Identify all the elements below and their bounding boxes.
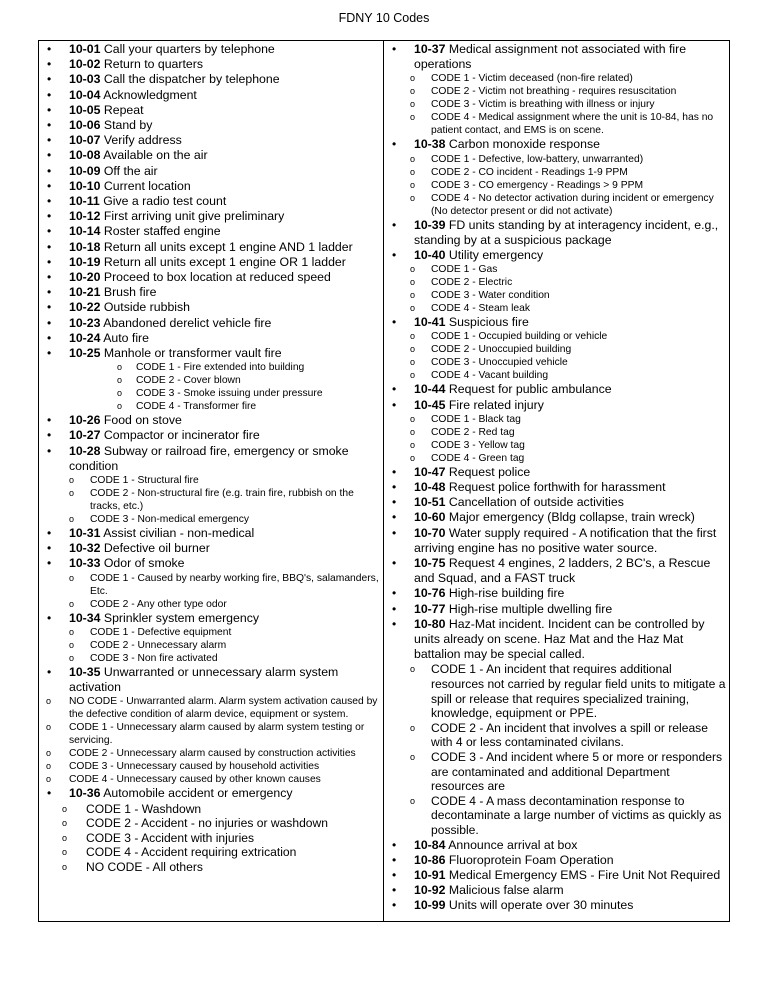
code-number: 10-77 xyxy=(414,601,446,616)
code-item xyxy=(388,853,726,868)
code-number: 10-48 xyxy=(414,480,446,495)
sub-code-item: o CODE 2 - Unnecessary alarm xyxy=(43,639,379,652)
code-description: Compactor or incinerator fire xyxy=(100,428,260,443)
code-item xyxy=(388,868,726,883)
code-description: Verify address xyxy=(100,133,182,148)
code-number: 10-45 xyxy=(414,397,446,412)
code-description: Proceed to box location at reduced speed xyxy=(100,270,331,285)
sub-code-item: o CODE 3 - Non-medical emergency xyxy=(43,513,379,526)
code-item xyxy=(43,133,379,148)
code-description: Utility emergency xyxy=(445,248,544,263)
code-number: 10-34 xyxy=(69,610,101,625)
sub-code-item: o CODE 3 - Smoke issuing under pressure xyxy=(43,387,379,400)
code-description: Haz-Mat incident. Incident can be controlled by units already on scene. Haz Mat and the Haz Mat battalion may be special called. xyxy=(414,616,705,662)
sub-code-item: o CODE 3 - Unnecessary caused by household activities xyxy=(43,760,379,773)
sub-code-item: o CODE 3 - Victim is breathing with illness or injury xyxy=(388,98,726,111)
code-item xyxy=(43,72,379,87)
sub-code-item: o CODE 4 - Unnecessary caused by other known causes xyxy=(43,773,379,786)
code-description: Return to quarters xyxy=(100,57,203,72)
code-number: 10-03 xyxy=(69,72,101,87)
sub-code-item: o CODE 2 - Accident - no injuries or washdown xyxy=(43,816,379,831)
page-title: FDNY 10 Codes xyxy=(338,11,430,25)
code-item xyxy=(388,315,726,330)
code-description: Sprinkler system emergency xyxy=(100,610,259,625)
code-description: Units will operate over 30 minutes xyxy=(445,898,634,913)
sub-code-item: o CODE 3 - Accident with injuries xyxy=(43,831,379,846)
code-item xyxy=(43,270,379,285)
sub-code-item: o CODE 2 - Any other type odor xyxy=(43,598,379,611)
code-number: 10-26 xyxy=(69,413,101,428)
code-number: 10-07 xyxy=(69,133,101,148)
code-description: Current location xyxy=(100,178,191,193)
code-description: Return all units except 1 engine AND 1 ladder xyxy=(100,239,353,254)
code-number: 10-27 xyxy=(69,428,101,443)
sub-code-item: o NO CODE - All others xyxy=(43,860,379,875)
code-item xyxy=(43,300,379,315)
code-item xyxy=(43,103,379,118)
sub-code-item: o CODE 2 - An incident that involves a spill or release with 4 or less contaminated civilans. xyxy=(388,721,726,750)
code-item xyxy=(388,398,726,413)
sub-code-item: o CODE 1 - Black tag xyxy=(388,413,726,426)
code-description: Cancellation of outside activities xyxy=(445,495,624,510)
code-number: 10-37 xyxy=(414,42,446,56)
codes-table xyxy=(38,40,730,922)
code-description: Major emergency (Bldg collapse, train wreck) xyxy=(445,510,695,525)
code-item xyxy=(388,382,726,397)
code-description: Call your quarters by telephone xyxy=(100,42,275,56)
sub-code-item: o CODE 4 - A mass decontamination response to decontaminate a large number of victims as quickly as possible. xyxy=(388,794,726,838)
code-number: 10-14 xyxy=(69,224,101,239)
code-number: 10-09 xyxy=(69,163,101,178)
sub-code-item: o CODE 4 - Medical assignment where the unit is 10-84, has no patient contact, and EMS is on scene. xyxy=(388,111,726,137)
sub-code-item: o CODE 2 - CO incident - Readings 1-9 PPM xyxy=(388,166,726,179)
sub-code-item: o CODE 1 - Defective equipment xyxy=(43,626,379,639)
code-item xyxy=(43,194,379,209)
sub-code-item: o CODE 4 - Transformer fire xyxy=(43,400,379,413)
code-number: 10-51 xyxy=(414,495,446,510)
code-description: Repeat xyxy=(100,102,144,117)
code-item xyxy=(388,556,726,586)
sub-code-item: o NO CODE - Unwarranted alarm. Alarm system activation caused by the defective condition of alarm device, equipment or system. xyxy=(43,695,379,721)
sub-code-item: o CODE 3 - And incident where 5 or more or responders are contaminated and additional Department resources are xyxy=(388,750,726,794)
code-description: Water supply required - A notification that the first arriving engine has no positive water source. xyxy=(414,525,717,555)
code-number: 10-04 xyxy=(69,87,101,102)
sub-code-item: o CODE 4 - No detector activation during incident or emergency (No detector present or did not activate) xyxy=(388,192,726,218)
code-description: Suspicious fire xyxy=(445,315,529,330)
code-item xyxy=(43,331,379,346)
code-number: 10-33 xyxy=(69,556,101,571)
code-item xyxy=(43,611,379,626)
code-number: 10-44 xyxy=(414,382,446,397)
code-description: Call the dispatcher by telephone xyxy=(100,72,280,87)
sub-code-item: o CODE 1 - Fire extended into building xyxy=(43,361,379,374)
code-number: 10-99 xyxy=(414,898,446,913)
code-item xyxy=(388,898,726,913)
sub-code-item: o CODE 2 - Unnecessary alarm caused by construction activities xyxy=(43,747,379,760)
code-number: 10-38 xyxy=(414,137,446,152)
sub-code-item: o CODE 1 - Occupied building or vehicle xyxy=(388,330,726,343)
right-column xyxy=(388,42,726,914)
code-description: FD units standing by at interagency incident, e.g., standing by at a suspicious package xyxy=(414,217,719,247)
code-number: 10-75 xyxy=(414,556,446,571)
sub-code-item: o CODE 1 - Caused by nearby working fire, BBQ's, salamanders, Etc. xyxy=(43,572,379,598)
code-number: 10-08 xyxy=(69,148,101,163)
code-item xyxy=(43,346,379,361)
code-item xyxy=(388,495,726,510)
code-description: Food on stove xyxy=(100,413,182,428)
code-number: 10-24 xyxy=(69,330,101,345)
code-number: 10-41 xyxy=(414,315,446,330)
code-number: 10-12 xyxy=(69,209,101,224)
code-description: Fire related injury xyxy=(445,397,544,412)
code-number: 10-23 xyxy=(69,315,101,330)
code-description: Stand by xyxy=(100,118,153,133)
code-number: 10-86 xyxy=(414,852,446,867)
code-item xyxy=(43,148,379,163)
sub-code-item: o CODE 3 - CO emergency - Readings > 9 PPM xyxy=(388,179,726,192)
code-number: 10-28 xyxy=(69,443,101,458)
sub-code-item: o CODE 3 - Unoccupied vehicle xyxy=(388,356,726,369)
code-item xyxy=(388,510,726,525)
code-description: Auto fire xyxy=(100,330,149,345)
code-description: Assist civilian - non-medical xyxy=(100,526,255,541)
sub-code-item: o CODE 2 - Red tag xyxy=(388,426,726,439)
code-number: 10-35 xyxy=(69,664,101,679)
code-item xyxy=(388,602,726,617)
code-description: Odor of smoke xyxy=(100,556,185,571)
sub-code-item: o CODE 2 - Victim not breathing - requires resuscitation xyxy=(388,85,726,98)
code-number: 10-06 xyxy=(69,118,101,133)
code-item xyxy=(43,88,379,103)
sub-code-item: o CODE 3 - Water condition xyxy=(388,289,726,302)
code-number: 10-01 xyxy=(69,42,101,56)
sub-code-item: o CODE 1 - Washdown xyxy=(43,802,379,817)
code-item xyxy=(43,316,379,331)
code-description: Return all units except 1 engine OR 1 ladder xyxy=(100,254,346,269)
code-item xyxy=(43,665,379,695)
code-number: 10-20 xyxy=(69,270,101,285)
code-description: Abandoned derelict vehicle fire xyxy=(100,315,272,330)
code-item xyxy=(388,883,726,898)
code-description: Announce arrival at box xyxy=(445,837,578,852)
code-number: 10-19 xyxy=(69,254,101,269)
code-item xyxy=(388,137,726,152)
sub-code-item: o CODE 1 - Structural fire xyxy=(43,474,379,487)
code-item xyxy=(43,285,379,300)
code-description: Subway or railroad fire, emergency or smoke condition xyxy=(69,443,349,473)
sub-code-item: o CODE 3 - Yellow tag xyxy=(388,439,726,452)
code-description: Carbon monoxide response xyxy=(445,137,600,152)
code-description: Defective oil burner xyxy=(100,541,210,556)
code-item xyxy=(388,617,726,663)
sub-code-item: o CODE 4 - Steam leak xyxy=(388,302,726,315)
code-description: Manhole or transformer vault fire xyxy=(100,346,282,361)
code-item xyxy=(43,541,379,556)
code-description: Automobile accident or emergency xyxy=(100,786,293,801)
code-number: 10-10 xyxy=(69,178,101,193)
code-number: 10-25 xyxy=(69,346,101,361)
code-number: 10-05 xyxy=(69,102,101,117)
code-description: Available on the air xyxy=(100,148,208,163)
code-item xyxy=(43,556,379,571)
code-item xyxy=(43,118,379,133)
code-number: 10-31 xyxy=(69,526,101,541)
sub-code-item: o CODE 3 - Non fire activated xyxy=(43,652,379,665)
code-number: 10-70 xyxy=(414,525,446,540)
code-description: Fluoroprotein Foam Operation xyxy=(445,852,614,867)
code-number: 10-80 xyxy=(414,616,446,631)
code-item xyxy=(43,428,379,443)
code-item xyxy=(388,248,726,263)
code-item xyxy=(43,526,379,541)
code-description: Outside rubbish xyxy=(100,300,190,315)
code-number: 10-11 xyxy=(69,194,100,209)
code-description: Unwarranted or unnecessary alarm system activation xyxy=(69,664,339,695)
code-number: 10-21 xyxy=(69,285,101,300)
code-item xyxy=(388,480,726,495)
sub-code-item: o CODE 4 - Vacant building xyxy=(388,369,726,382)
code-number: 10-92 xyxy=(414,883,446,898)
code-description: Medical Emergency EMS - Fire Unit Not Required xyxy=(445,868,721,882)
code-item xyxy=(43,164,379,179)
code-item xyxy=(43,42,379,57)
code-item xyxy=(43,57,379,72)
code-number: 10-91 xyxy=(414,868,446,882)
code-description: First arriving unit give preliminary xyxy=(100,209,285,224)
code-number: 10-84 xyxy=(414,837,446,852)
sub-code-item: o CODE 4 - Green tag xyxy=(388,452,726,465)
code-item xyxy=(388,586,726,601)
code-number: 10-36 xyxy=(69,786,101,801)
code-description: Off the air xyxy=(100,163,158,178)
sub-code-item: o CODE 4 - Accident requiring extrication xyxy=(43,845,379,860)
code-item xyxy=(43,224,379,239)
code-description: Roster staffed engine xyxy=(100,224,221,239)
sub-code-item: o CODE 2 - Non-structural fire (e.g. train fire, rubbish on the tracks, etc.) xyxy=(43,487,379,513)
code-item xyxy=(43,444,379,474)
code-item xyxy=(43,786,379,801)
code-item xyxy=(388,526,726,556)
sub-code-item: o CODE 1 - Defective, low-battery, unwarranted) xyxy=(388,153,726,166)
code-number: 10-02 xyxy=(69,57,101,72)
code-item xyxy=(43,255,379,270)
sub-code-item: o CODE 2 - Electric xyxy=(388,276,726,289)
code-description: Request 4 engines, 2 ladders, 2 BC's, a Rescue and Squad, and a FAST truck xyxy=(414,556,711,586)
sub-code-item: o CODE 1 - An incident that requires additional resources not carried by regular field units to mitigate a spill or release that requires specialized training, knowledge, equipment or PPE. xyxy=(388,662,726,720)
code-item xyxy=(43,209,379,224)
sub-code-item: o CODE 2 - Cover blown xyxy=(43,374,379,387)
code-item xyxy=(43,240,379,255)
sub-code-item: o CODE 1 - Victim deceased (non-fire related) xyxy=(388,72,726,85)
code-description: Medical assignment not associated with fire operations xyxy=(414,42,687,72)
code-item xyxy=(388,218,726,248)
sub-code-item: o CODE 1 - Gas xyxy=(388,263,726,276)
code-item xyxy=(388,838,726,853)
code-number: 10-18 xyxy=(69,239,101,254)
code-description: Malicious false alarm xyxy=(445,883,564,898)
code-description: Request for public ambulance xyxy=(445,382,612,397)
code-description: High-rise building fire xyxy=(445,586,565,601)
code-description: Request police forthwith for harassment xyxy=(445,480,666,495)
code-number: 10-76 xyxy=(414,586,446,601)
code-description: Acknowledgment xyxy=(100,87,197,102)
code-number: 10-60 xyxy=(414,510,446,525)
column-divider xyxy=(383,41,384,921)
code-number: 10-40 xyxy=(414,248,446,263)
sub-code-item: o CODE 1 - Unnecessary alarm caused by alarm system testing or servicing. xyxy=(43,721,379,747)
code-number: 10-32 xyxy=(69,541,101,556)
code-number: 10-47 xyxy=(414,464,446,479)
code-number: 10-22 xyxy=(69,300,101,315)
sub-code-item: o CODE 2 - Unoccupied building xyxy=(388,343,726,356)
left-column xyxy=(43,42,379,874)
code-description: Brush fire xyxy=(100,285,157,300)
code-item xyxy=(388,465,726,480)
code-item xyxy=(43,413,379,428)
code-description: Request police xyxy=(445,464,531,479)
code-number: 10-39 xyxy=(414,217,446,232)
code-description: High-rise multiple dwelling fire xyxy=(445,601,613,616)
code-item xyxy=(388,42,726,72)
code-item xyxy=(43,179,379,194)
code-description: Give a radio test count xyxy=(99,194,227,209)
